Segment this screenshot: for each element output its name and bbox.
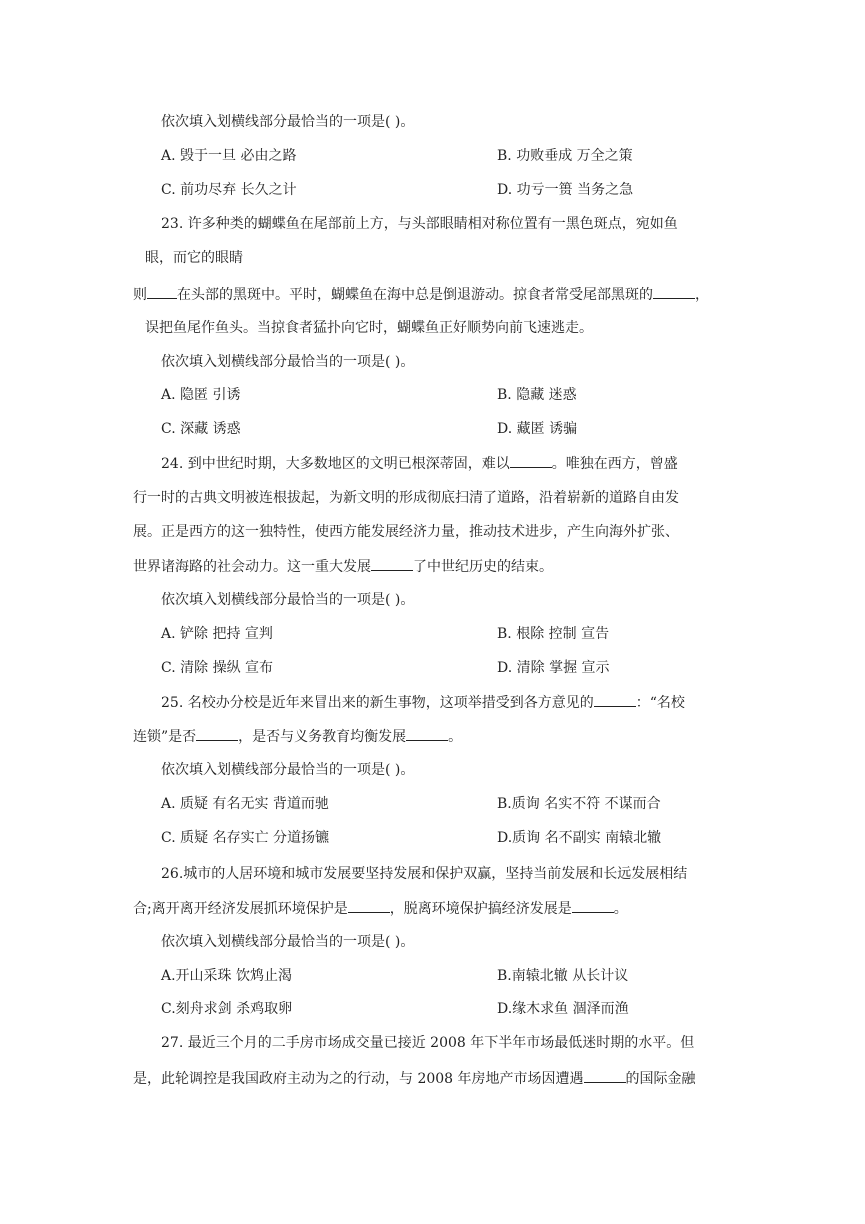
q24-line-1 [161,453,678,474]
q22-prompt: 依次填入划横线部分最恰当的一项是( )。 [161,114,415,130]
q25-line-1 [161,692,685,713]
q26-prompt: 依次填入划横线部分最恰当的一项是( )。 [161,934,415,950]
answer-blank [584,1068,626,1083]
q25-option-b: B.质询 名实不符 不谋而合 [497,796,661,812]
q23-line-2: 眼，而它的眼睛 [145,250,243,266]
q25-option-c: C. 质疑 名存实亡 分道扬镳 [161,830,330,846]
q25-option-a: A. 质疑 有名无实 背道而驰 [161,796,329,812]
answer-blank [147,284,177,299]
q24-option-d: D. 清除 掌握 宣示 [497,660,610,676]
q27-text-b: 的国际金融 [625,1071,696,1087]
q25-text-a: 连锁”是否 [133,729,197,745]
q25-line-2 [133,726,462,747]
q27-line-2 [133,1068,696,1089]
q23-option-d: D. 藏匿 诱骗 [497,421,578,437]
q27-line-1: 27. 最近三个月的二手房市场成交量已接近 2008 年下半年市场最低迷时期的水平。但 [161,1035,695,1051]
q24-option-c: C. 清除 操纵 宣布 [161,660,274,676]
q24-prompt: 依次填入划横线部分最恰当的一项是( )。 [161,592,415,608]
q24-text-a: 世界诸海路的社会动力。这一重大发展 [133,559,371,575]
q27-text-a: 是，此轮调控是我国政府主动为之的行动，与 2008 年房地产市场因遭遇 [133,1071,584,1087]
q26-line-2 [133,898,628,919]
q24-option-a: A. 铲除 把持 宣判 [161,626,273,642]
q23-line-3 [133,284,709,305]
q24-line-4 [133,556,553,577]
q23-text-a: 则 [133,287,147,303]
q22-option-a: A. 毁于一旦 必由之路 [161,148,297,164]
q25-prompt: 依次填入划横线部分最恰当的一项是( )。 [161,762,415,778]
q26-option-b: B.南辕北辙 从长计议 [497,968,629,984]
q23-text-c: ， [695,287,709,303]
q24-text-b: 。唯独在西方，曾盛 [551,456,678,472]
q26-line-1: 26.城市的人居环境和城市发展要坚持发展和保护双赢，坚持当前发展和长远发展相结 [161,866,688,882]
answer-blank [572,898,614,913]
q24-line-3: 展。正是西方的这一独特性，使西方能发展经济力量，推动技术进步，产生向海外扩张、 [133,524,679,540]
q23-option-a: A. 隐匿 引诱 [161,387,241,403]
q24-text-a: 24. 到中世纪时期，大多数地区的文明已根深蒂固，难以 [161,456,510,472]
q24-option-b: B. 根除 控制 宣告 [497,626,610,642]
q22-option-c: C. 前功尽弃 长久之计 [161,182,297,198]
answer-blank [594,692,636,707]
answer-blank [371,556,413,571]
q26-text-b: ，脱离环境保护搞经济发展是 [389,901,572,917]
q22-option-b: B. 功败垂成 万全之策 [497,148,633,164]
q26-option-c: C.刻舟求剑 杀鸡取卵 [161,1001,293,1017]
q25-text-b: ，是否与义务教育均衡发展 [238,729,407,745]
q26-option-d: D.缘木求鱼 涸泽而渔 [497,1001,629,1017]
q24-line-2: 行一时的古典文明被连根拔起，为新文明的形成彻底扫清了道路，沿着崭新的道路自由发 [133,490,679,506]
q25-text-b: ：“名校 [635,695,685,711]
q25-text-a: 25. 名校办分校是近年来冒出来的新生事物，这项举措受到各方意见的 [161,695,594,711]
q24-text-b: 了中世纪历史的结束。 [413,559,553,575]
answer-blank [653,284,695,299]
answer-blank [348,898,390,913]
q25-option-d: D.质询 名不副实 南辕北辙 [497,830,662,846]
q26-text-a: 合;离开离开经济发展抓环境保护是 [133,901,348,917]
q26-text-c: 。 [613,901,628,917]
q23-line-4: 误把鱼尾作鱼头。当掠食者猛扑向它时，蝴蝶鱼正好顺势向前飞速逃走。 [145,320,593,336]
q23-text-b: 在头部的黑斑中。平时，蝴蝶鱼在海中总是倒退游动。掠食者常受尾部黑斑的 [177,287,653,303]
q23-option-c: C. 深藏 诱惑 [161,421,241,437]
q25-text-c: 。 [448,729,463,745]
q23-line-1: 23. 许多种类的蝴蝶鱼在尾部前上方，与头部眼睛相对称位置有一黑色斑点，宛如鱼 [161,216,678,232]
answer-blank [406,726,448,741]
q22-option-d: D. 功亏一篑 当务之急 [497,182,634,198]
q23-prompt: 依次填入划横线部分最恰当的一项是( )。 [161,354,415,370]
q26-option-a: A.开山采珠 饮鸩止渴 [161,968,293,984]
answer-blank [510,453,552,468]
answer-blank [196,726,238,741]
q23-option-b: B. 隐藏 迷惑 [497,387,577,403]
